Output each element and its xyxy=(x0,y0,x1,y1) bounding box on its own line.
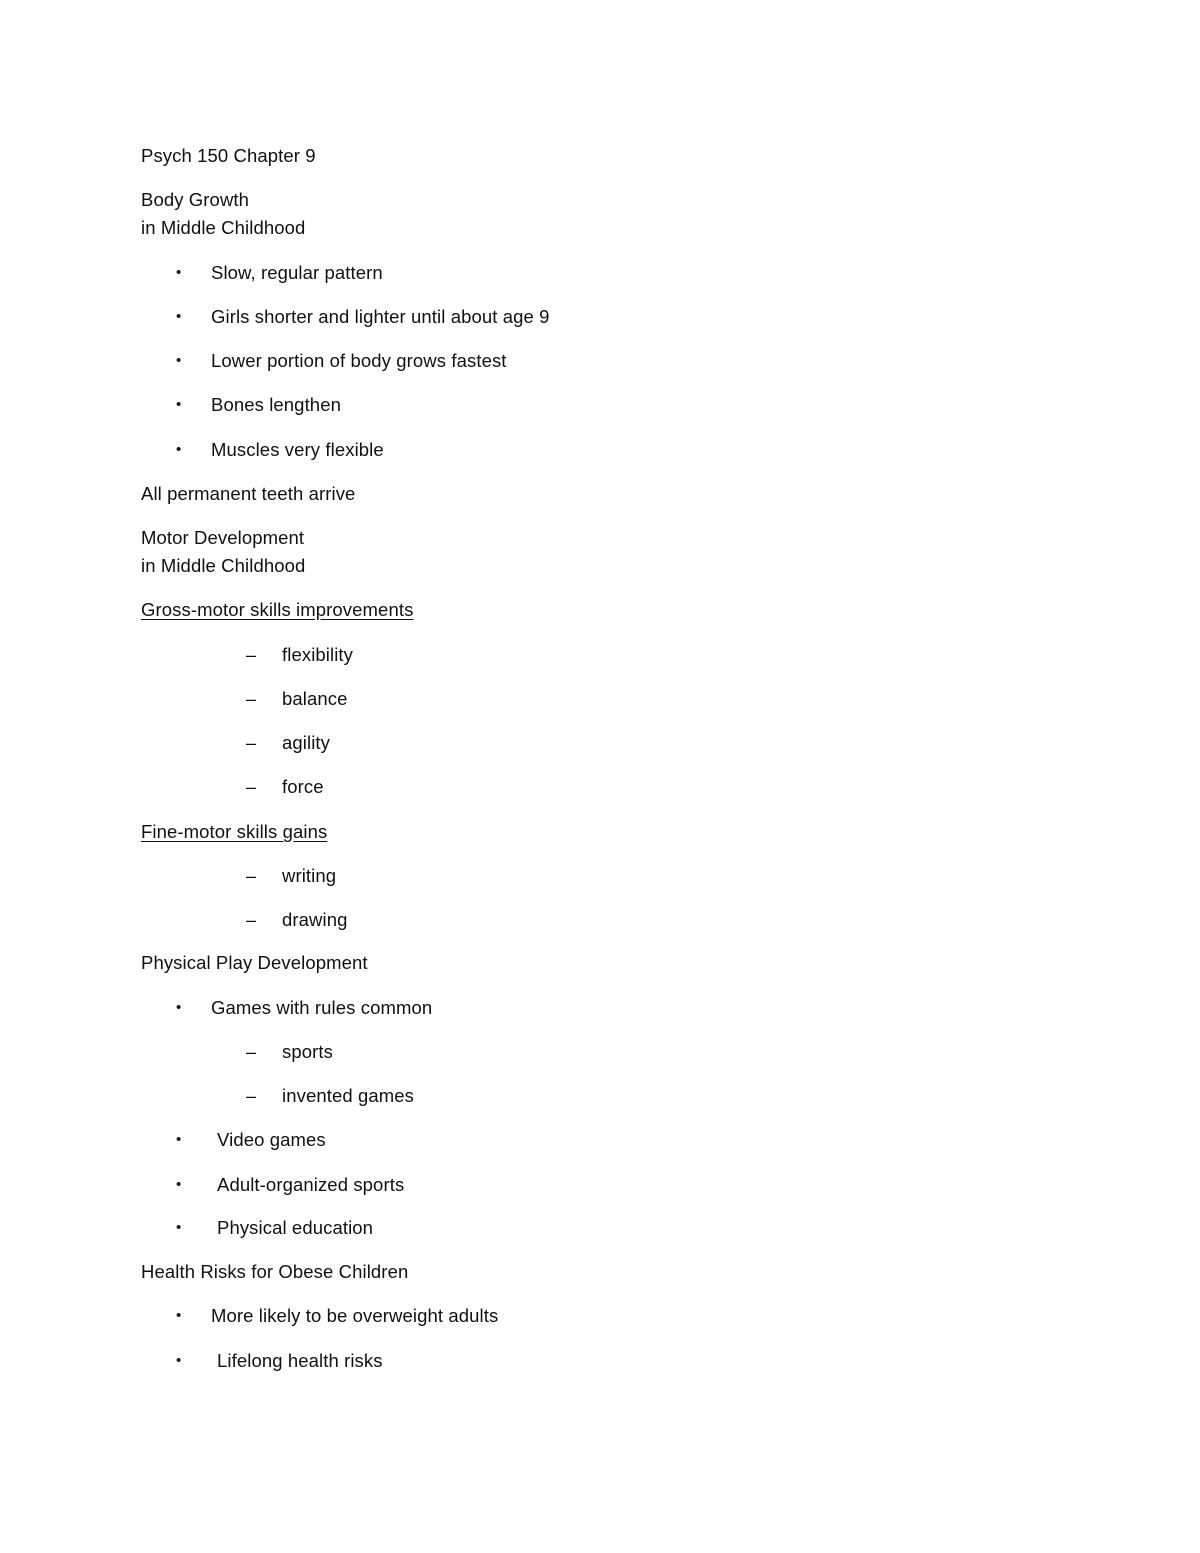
health-risks-heading: Health Risks for Obese Children xyxy=(141,1261,409,1282)
health-risks-bullet-1: More likely to be overweight adults xyxy=(211,1305,499,1326)
gross-item-1: flexibility xyxy=(282,644,354,665)
document-title: Psych 150 Chapter 9 xyxy=(141,145,316,166)
bullet-icon: • xyxy=(176,1352,182,1369)
physical-play-sub-1: sports xyxy=(282,1041,333,1062)
motor-heading-line1: Motor Development xyxy=(141,527,305,548)
body-growth-bullet-5: Muscles very flexible xyxy=(211,439,384,460)
bullet-icon: • xyxy=(176,396,182,413)
gross-motor-heading: Gross-motor skills improvements xyxy=(141,599,414,620)
bullet-icon: • xyxy=(176,441,182,458)
gross-item-2: balance xyxy=(282,688,348,709)
body-growth-bullet-1: Slow, regular pattern xyxy=(211,262,383,283)
body-growth-bullet-4: Bones lengthen xyxy=(211,394,341,415)
body-growth-heading-line2: in Middle Childhood xyxy=(141,217,306,238)
body-growth-heading-line1: Body Growth xyxy=(141,189,250,210)
physical-play-bullet-1: Games with rules common xyxy=(211,997,433,1018)
gross-item-3: agility xyxy=(282,732,330,753)
bullet-icon: • xyxy=(176,352,182,369)
dash-icon: – xyxy=(246,645,257,665)
dash-icon: – xyxy=(246,1086,257,1106)
physical-play-bullet-2: Video games xyxy=(217,1129,326,1150)
bullet-icon: • xyxy=(176,999,182,1016)
physical-play-sub-2: invented games xyxy=(282,1085,415,1106)
dash-icon: – xyxy=(246,689,257,709)
fine-item-2: drawing xyxy=(282,909,348,930)
dash-icon: – xyxy=(246,777,257,797)
health-risks-bullet-2: Lifelong health risks xyxy=(217,1350,383,1371)
physical-play-bullet-4: Physical education xyxy=(217,1217,374,1238)
dash-icon: – xyxy=(246,1042,257,1062)
bullet-icon: • xyxy=(176,1176,182,1193)
dash-icon: – xyxy=(246,910,257,930)
fine-motor-heading: Fine-motor skills gains xyxy=(141,821,328,842)
bullet-icon: • xyxy=(176,264,182,281)
body-growth-bullet-3: Lower portion of body grows fastest xyxy=(211,350,507,371)
motor-heading-line2: in Middle Childhood xyxy=(141,555,306,576)
teeth-note: All permanent teeth arrive xyxy=(141,483,356,504)
dash-icon: – xyxy=(246,733,257,753)
fine-item-1: writing xyxy=(282,865,337,886)
physical-play-heading: Physical Play Development xyxy=(141,952,368,973)
body-growth-bullet-2: Girls shorter and lighter until about age 9 xyxy=(211,306,550,327)
physical-play-bullet-3: Adult-organized sports xyxy=(217,1174,405,1195)
dash-icon: – xyxy=(246,866,257,886)
gross-item-4: force xyxy=(282,776,324,797)
bullet-icon: • xyxy=(176,1307,182,1324)
bullet-icon: • xyxy=(176,1219,182,1236)
bullet-icon: • xyxy=(176,308,182,325)
bullet-icon: • xyxy=(176,1131,182,1148)
